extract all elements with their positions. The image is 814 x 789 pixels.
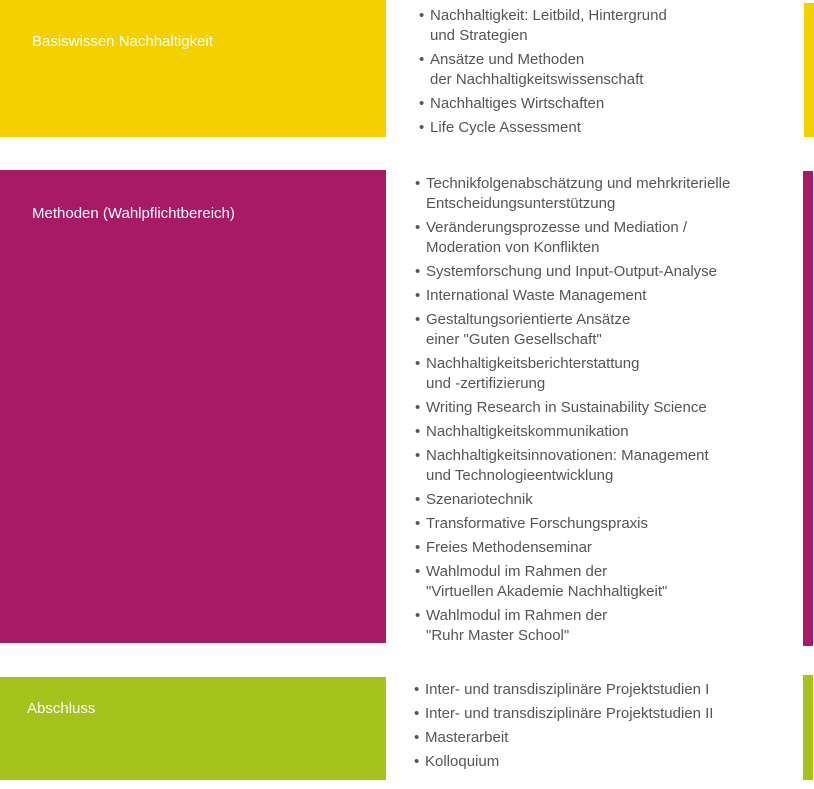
section-abschluss [0,677,386,780]
list-item: • Nachhaltigkeitskommunikation [415,422,795,442]
list-item: • Systemforschung und Input-Output-Analyse [415,262,795,282]
section-basiswissen [0,0,386,137]
section-abschluss-label: Abschluss [27,700,96,717]
list-item: • Veränderungsprozesse und Mediation / Moderation von Konflikten [415,218,795,258]
section-methoden-accent-bar [803,171,813,646]
section-methoden-list [415,174,795,650]
list-item: • Inter- und transdisziplinäre Projektstudien I [414,680,794,700]
list-item: • Nachhaltigkeitsberichterstattung und -zertifizierung [415,354,795,394]
list-item: • Szenariotechnik [415,490,795,510]
section-methoden-label: Methoden (Wahlpflichtbereich) [32,205,235,222]
list-item: • International Waste Management [415,286,795,306]
section-basiswissen-list [419,6,789,142]
list-item: • Inter- und transdisziplinäre Projektstudien II [414,704,794,724]
list-item: • Kolloquium [414,752,794,772]
list-item: • Transformative Forschungspraxis [415,514,795,534]
list-item: • Writing Research in Sustainability Science [415,398,795,418]
section-abschluss-accent-bar [803,675,813,780]
section-abschluss-list [414,680,794,776]
list-item: • Gestaltungsorientierte Ansätze einer "Guten Gesellschaft" [415,310,795,350]
list-item: • Nachhaltiges Wirtschaften [419,94,789,114]
list-item: • Wahlmodul im Rahmen der "Virtuellen Akademie Nachhaltigkeit" [415,562,795,602]
section-basiswissen-label: Basiswissen Nachhaltigkeit [32,33,213,50]
list-item: • Nachhaltigkeitsinnovationen: Management und Technologieentwicklung [415,446,795,486]
list-item: • Technikfolgenabschätzung und mehrkriterielle Entscheidungsunterstützung [415,174,795,214]
list-item: • Ansätze und Methoden der Nachhaltigkeitswissenschaft [419,50,789,90]
list-item: • Masterarbeit [414,728,794,748]
section-basiswissen-accent-bar [804,3,814,137]
list-item: • Nachhaltigkeit: Leitbild, Hintergrund und Strategien [419,6,789,46]
section-methoden [0,170,386,643]
list-item: • Freies Methodenseminar [415,538,795,558]
list-item: • Life Cycle Assessment [419,118,789,138]
list-item: • Wahlmodul im Rahmen der "Ruhr Master School" [415,606,795,646]
